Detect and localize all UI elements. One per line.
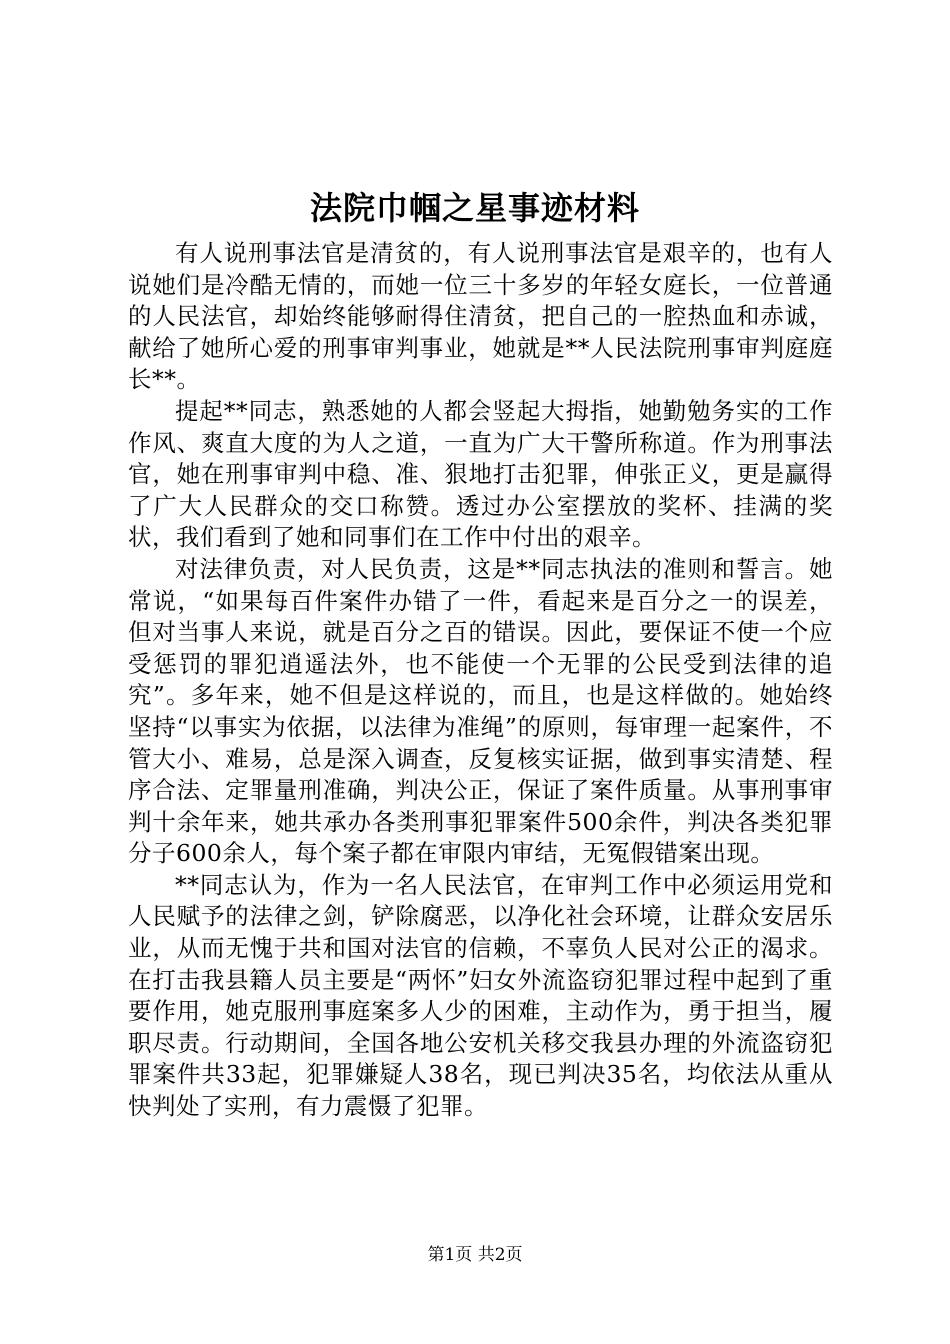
document-title: 法院巾帼之星事迹材料 — [309, 189, 640, 227]
paragraph-2: 提起**同志，熟悉她的人都会竖起大拇指，她勤勉务实的工作作风、爽直大度的为人之道，一直为广大干警所称道。作为刑事法官，她在刑事审判中稳、准、狠地打击犯罪，伸张正义，更是赢得了广大人民群众的交口称赞。透过办公室摆放的奖杯、挂满的奖状，我们看到了她和同事们在工作中付出的艰辛。 — [128, 396, 833, 552]
paragraph-3: 对法律负责，对人民负责，这是**同志执法的准则和誓言。她常说，“如果每百件案件办错了一件，看起来是百分之一的误差，但对当事人来说，就是百分之百的错误。因此，要保证不使一个应受惩罚的罪犯逍遥法外，也不能使一个无罪的公民受到法律的追究”。多年来，她不但是这样说的，而且，也是这样做的。她始终坚持“以事实为依据，以法律为准绳”的原则，每审理一起案件，不管大小、难易，总是深入调查，反复核实证据，做到事实清楚、程序合法、定罪量刑准确，判决公正，保证了案件质量。从事刑事审判十余年来，她共承办各类刑事犯罪案件500余件，判决各类犯罪分子600余人，每个案子都在审限内审结，无冤假错案出现。 — [128, 554, 833, 868]
paragraph-1: 有人说刑事法官是清贫的，有人说刑事法官是艰辛的，也有人说她们是冷酷无情的，而她一位三十多岁的年轻女庭长，一位普通的人民法官，却始终能够耐得住清贫，把自己的一腔热血和赤诚，献给了她所心爱的刑事审判事业，她就是**人民法院刑事审判庭庭长**。 — [128, 239, 833, 394]
document-body — [128, 238, 833, 1123]
page-footer: 第1页 共2页 — [427, 1245, 523, 1265]
paragraph-4: **同志认为，作为一名人民法官，在审判工作中必须运用党和人民赋予的法律之剑，铲除腐恶，以净化社会环境，让群众安居乐业，从而无愧于共和国对法官的信赖，不辜负人民对公正的渴求。在打击我县籍人员主要是“两怀”妇女外流盗窃犯罪过程中起到了重要作用，她克服刑事庭案多人少的困难，主动作为，勇于担当，履职尽责。行动期间，全国各地公安机关移交我县办理的外流盗窃犯罪案件共33起，犯罪嫌疑人38名，现已判决35名，均依法从重从快判处了实刑，有力震慑了犯罪。 — [128, 870, 833, 1121]
